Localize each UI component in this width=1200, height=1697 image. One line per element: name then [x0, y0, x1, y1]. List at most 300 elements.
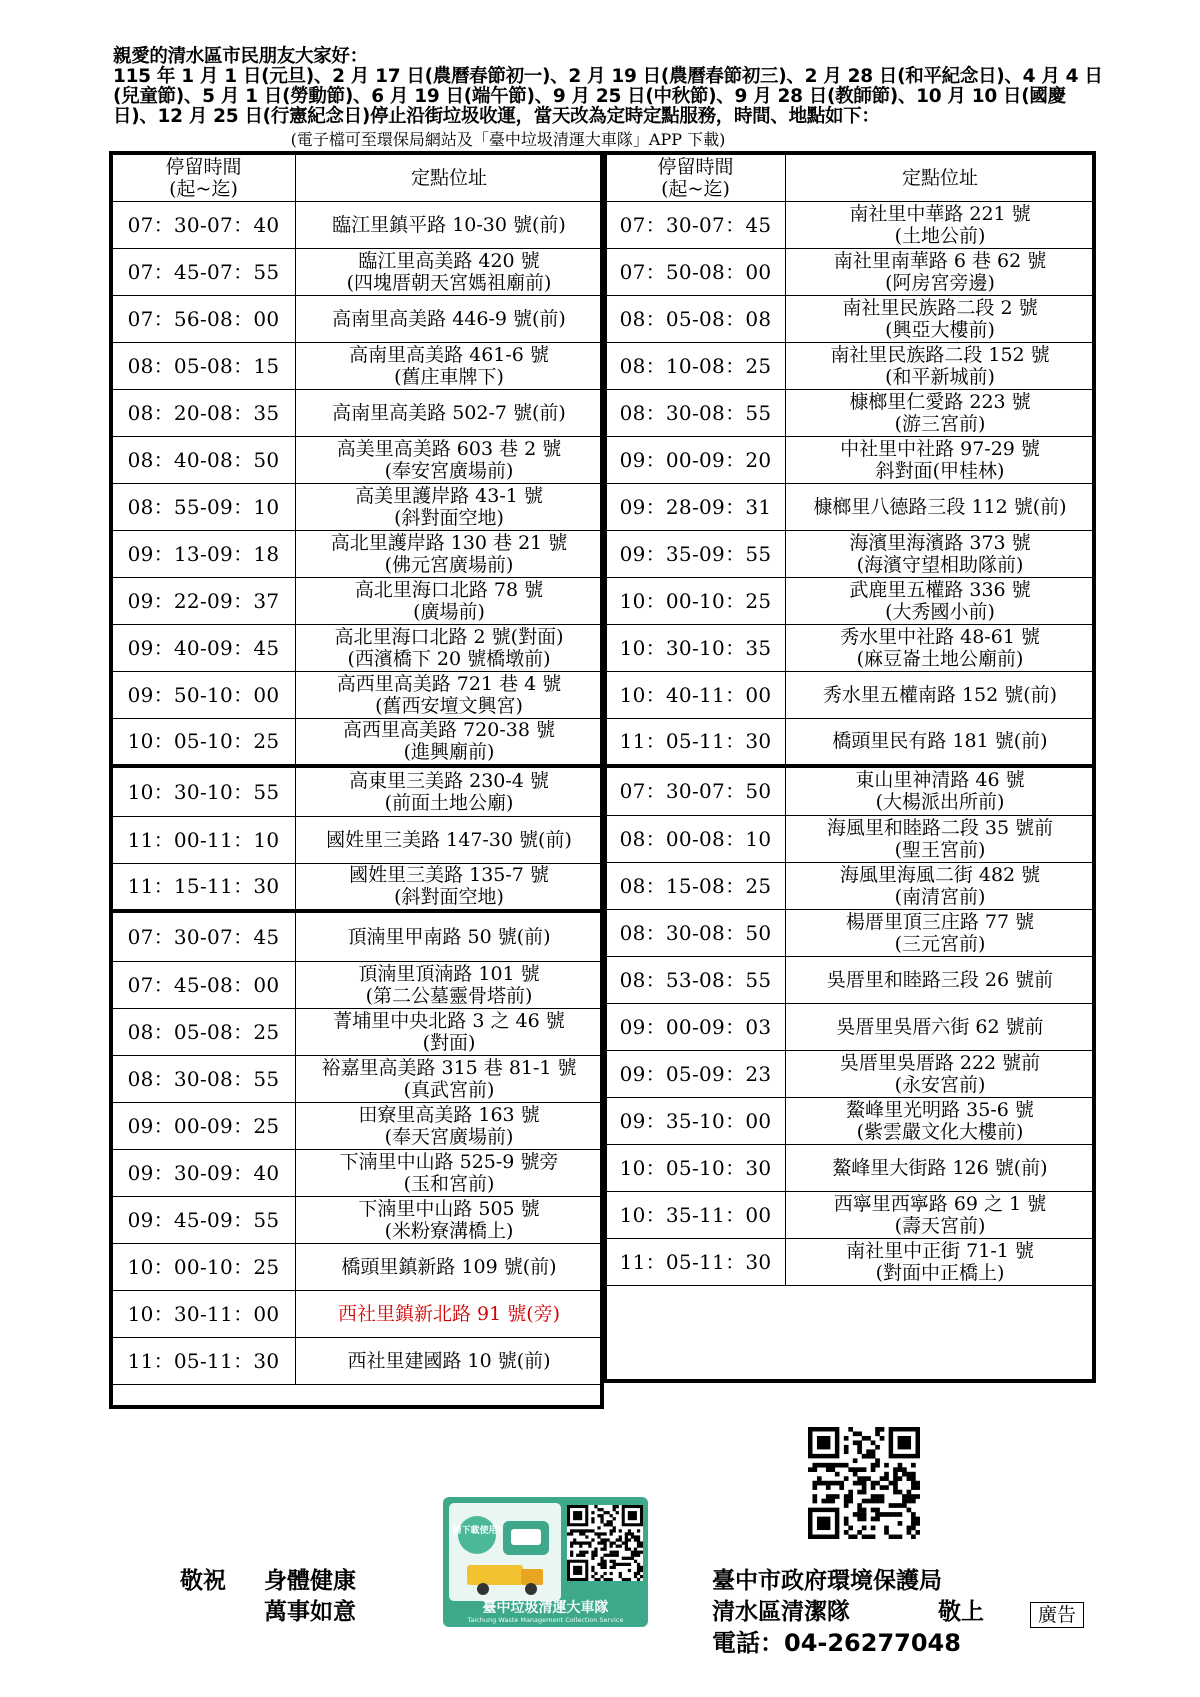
qr-module [637, 1545, 640, 1548]
qr-module [884, 1530, 889, 1535]
stop-location [786, 1098, 1095, 1145]
stop-location [786, 910, 1095, 957]
qr-module [826, 1494, 831, 1499]
qr-module [862, 1476, 867, 1481]
stop-location [786, 249, 1095, 296]
table-row [112, 766, 603, 817]
location-line: 秀水里五權南路 152 號(前) [822, 684, 1058, 706]
qr-module [603, 1548, 606, 1551]
qr-module [579, 1554, 582, 1557]
qr-module [594, 1554, 597, 1557]
location-line: 南社里民族路二段 2 號 [842, 297, 1038, 319]
location-line: (廣場前) [413, 601, 485, 623]
qr-module [875, 1427, 880, 1432]
location-line: (對面) [422, 1032, 476, 1054]
qr-module [911, 1517, 916, 1522]
qr-module [610, 1545, 613, 1548]
qr-module [570, 1545, 573, 1548]
stop-location [786, 1192, 1095, 1239]
qr-module [853, 1481, 858, 1486]
qr-module [835, 1481, 840, 1486]
qr-module [619, 1563, 622, 1566]
qr-module [628, 1532, 631, 1535]
table-row [112, 1244, 603, 1291]
qr-module [826, 1481, 831, 1486]
stop-location [296, 1103, 603, 1150]
qr-module [857, 1508, 862, 1513]
qr-module [594, 1572, 597, 1575]
qr-module [875, 1508, 880, 1513]
qr-module [839, 1463, 844, 1468]
table-row [606, 863, 1095, 910]
stop-location [786, 1004, 1095, 1051]
location-line: 南社里南華路 6 巷 62 號 [833, 250, 1047, 272]
stop-location [786, 1239, 1095, 1286]
qr-module [875, 1431, 880, 1436]
location-line: 國姓里三美路 135-7 號 [349, 864, 549, 887]
stop-time: 10：00-10：25 [606, 578, 786, 625]
table-row [606, 390, 1095, 437]
qr-module [916, 1494, 920, 1499]
qr-module [585, 1551, 588, 1554]
qr-module [628, 1578, 631, 1581]
qr-module [613, 1505, 616, 1508]
stop-location [786, 816, 1095, 863]
qr-module [862, 1467, 867, 1472]
location-line: 槺榔里八德路三段 112 號(前) [813, 496, 1067, 518]
location-line: 鰲峰里光明路 35-6 號 [846, 1099, 1034, 1121]
stop-time: 11：05-11：30 [606, 1239, 786, 1286]
location-line: 斜對面(甲桂林) [875, 460, 1005, 482]
qr-module [622, 1578, 625, 1581]
stop-location [786, 484, 1095, 531]
stop-time: 09：35-09：55 [606, 531, 786, 578]
qr-module [898, 1490, 903, 1495]
location-line: 田寮里高美路 163 號 [358, 1104, 540, 1126]
time-header-line-2: (起~迄) [169, 177, 238, 200]
qr-module [848, 1494, 853, 1499]
time-column-header [112, 154, 296, 202]
qr-module [889, 1503, 894, 1508]
stop-time: 10：30-10：35 [606, 625, 786, 672]
qr-module [634, 1560, 637, 1563]
qr-module [902, 1499, 907, 1504]
qr-module [844, 1521, 849, 1526]
stop-time: 11：00-11：10 [112, 817, 296, 864]
qr-module [898, 1463, 903, 1468]
location-line: 高美里高美路 603 巷 2 號 [336, 438, 562, 460]
qr-module [600, 1520, 603, 1523]
qr-module [812, 1499, 817, 1504]
location-line: 高西里高美路 721 巷 4 號 [336, 673, 562, 695]
location-line: (阿房宮旁邊) [885, 272, 995, 294]
qr-module [640, 1541, 643, 1544]
location-line: (三元宮前) [894, 933, 986, 955]
qr-module [830, 1481, 835, 1486]
stop-time: 08：30-08：55 [606, 390, 786, 437]
table-row [112, 578, 603, 625]
table-row [606, 719, 1095, 766]
stop-location [296, 437, 603, 484]
qr-module [631, 1554, 634, 1557]
qr-module [893, 1512, 898, 1517]
qr-module [866, 1476, 871, 1481]
qr-module [613, 1566, 616, 1569]
left-schedule-table [111, 153, 603, 1385]
qr-module [591, 1575, 594, 1578]
qr-module [830, 1494, 835, 1499]
qr-module [826, 1463, 831, 1468]
stop-location [296, 864, 603, 911]
table-row [112, 672, 603, 719]
location-line: (舊庄車牌下) [394, 366, 504, 388]
qr-finder-core [817, 1436, 830, 1449]
qr-module [902, 1467, 907, 1472]
qr-module [830, 1467, 835, 1472]
location-line: 裕嘉里高美路 315 巷 81-1 號 [321, 1057, 577, 1079]
table-row [112, 1103, 603, 1150]
qr-module [637, 1541, 640, 1544]
stop-time: 08：05-08：25 [112, 1009, 296, 1056]
stop-location [296, 817, 603, 864]
qr-module [871, 1494, 876, 1499]
qr-module [607, 1511, 610, 1514]
qr-finder-core [573, 1566, 582, 1575]
stop-location [786, 1145, 1095, 1192]
location-line: 南社里中華路 221 號 [849, 203, 1031, 225]
qr-module [610, 1551, 613, 1554]
stop-time: 11：05-11：30 [606, 719, 786, 766]
qr-module [631, 1532, 634, 1535]
location-line: (西濱橋下 20 號橋墩前) [347, 648, 551, 670]
table-row [606, 296, 1095, 343]
qr-module [880, 1485, 885, 1490]
location-line: (聖王宮前) [894, 839, 986, 861]
qr-module [826, 1467, 831, 1472]
qr-module [875, 1463, 880, 1468]
qr-finder-core [628, 1511, 637, 1520]
qr-module [875, 1458, 880, 1463]
stop-location [296, 1009, 603, 1056]
wish-label: 敬祝 [180, 1568, 226, 1594]
qr-module [603, 1532, 606, 1535]
qr-module [889, 1535, 894, 1539]
qr-module [893, 1485, 898, 1490]
qr-module [610, 1566, 613, 1569]
qr-module [628, 1569, 631, 1572]
location-line: 高東里三美路 230-4 號 [349, 769, 549, 792]
location-line: 西社里建國路 10 號(前) [347, 1350, 551, 1372]
qr-module [591, 1538, 594, 1541]
app-promo-badge [443, 1497, 648, 1627]
qr-module [622, 1563, 625, 1566]
qr-module [570, 1554, 573, 1557]
qr-module [844, 1445, 849, 1450]
table-row [606, 625, 1095, 672]
qr-module [570, 1529, 573, 1532]
qr-module [871, 1499, 876, 1504]
qr-module [607, 1520, 610, 1523]
location-line: 中社里中社路 97-29 號 [840, 438, 1040, 460]
qr-module [625, 1532, 628, 1535]
qr-module [862, 1485, 867, 1490]
qr-module [603, 1560, 606, 1563]
location-line: 槺榔里仁愛路 223 號 [849, 391, 1031, 413]
qr-module [591, 1557, 594, 1560]
stop-time: 09：22-09：37 [112, 578, 296, 625]
qr-module [619, 1535, 622, 1538]
qr-module [573, 1541, 576, 1544]
qr-module [844, 1499, 849, 1504]
qr-module [613, 1541, 616, 1544]
location-line: (真武宮前) [403, 1079, 495, 1101]
greeting: 親愛的清水區市民朋友大家好： [113, 46, 368, 67]
qr-module [857, 1503, 862, 1508]
qr-module [625, 1538, 628, 1541]
qr-module [607, 1538, 610, 1541]
qr-module [591, 1529, 594, 1532]
qr-module [902, 1472, 907, 1477]
stop-location [296, 962, 603, 1009]
location-line: 菁埔里中央北路 3 之 46 號 [333, 1010, 565, 1032]
stop-time: 08：10-08：25 [606, 343, 786, 390]
qr-module [848, 1490, 853, 1495]
app-caption: 臺中垃圾清運大車隊 [482, 1600, 609, 1616]
stop-time: 08：55-09：10 [112, 484, 296, 531]
stop-location [296, 531, 603, 578]
stop-location [786, 531, 1095, 578]
qr-module [880, 1476, 885, 1481]
qr-module [634, 1554, 637, 1557]
stop-time: 09：00-09：03 [606, 1004, 786, 1051]
table-row [112, 1150, 603, 1197]
app-bubble-text: 請下載使用! [452, 1526, 502, 1536]
qr-module [600, 1563, 603, 1566]
qr-module [862, 1436, 867, 1441]
qr-module [871, 1517, 876, 1522]
qr-module [911, 1499, 916, 1504]
stop-time: 09：45-09：55 [112, 1197, 296, 1244]
qr-module [607, 1523, 610, 1526]
qr-module [634, 1575, 637, 1578]
qr-module [862, 1499, 867, 1504]
location-line: 楊厝里頂三庄路 77 號 [845, 911, 1035, 933]
qr-module [582, 1532, 585, 1535]
location-line: 西社里鎮新北路 91 號(旁) [337, 1303, 561, 1325]
qr-module [866, 1454, 871, 1459]
location-line: 頂湳里頂湳路 101 號 [358, 963, 540, 985]
table-row [112, 911, 603, 962]
table-row [606, 1145, 1095, 1192]
location-line: 海濱里海濱路 373 號 [849, 532, 1031, 554]
stop-time: 10：00-10：25 [112, 1244, 296, 1291]
stop-time: 09：40-09：45 [112, 625, 296, 672]
location-line: (進興廟前) [403, 741, 495, 764]
qr-module [898, 1535, 903, 1539]
qr-module [911, 1512, 916, 1517]
stop-location [296, 1244, 603, 1291]
app-qr-code [567, 1505, 643, 1581]
stop-time: 08：53-08：55 [606, 957, 786, 1004]
qr-module [616, 1538, 619, 1541]
qr-module [619, 1538, 622, 1541]
qr-module [916, 1530, 920, 1535]
table-row [112, 1197, 603, 1244]
qr-module [853, 1467, 858, 1472]
location-line: (奉安宮廣場前) [384, 460, 514, 482]
qr-module [591, 1554, 594, 1557]
location-line: (佛元宮廣場前) [384, 554, 514, 576]
qr-module [591, 1569, 594, 1572]
time-header-line-2: (起~迄) [661, 177, 730, 200]
qr-module [631, 1551, 634, 1554]
qr-module [862, 1454, 867, 1459]
qr-module [594, 1505, 597, 1508]
qr-module [862, 1512, 867, 1517]
qr-module [637, 1535, 640, 1538]
table-row [606, 202, 1095, 249]
stop-time: 07：50-08：00 [606, 249, 786, 296]
stop-location [786, 672, 1095, 719]
qr-finder-core [573, 1511, 582, 1520]
qr-module [640, 1551, 643, 1554]
qr-module [857, 1490, 862, 1495]
location-line: 秀水里中社路 48-61 號 [840, 626, 1040, 648]
qr-module [871, 1481, 876, 1486]
stop-time: 09：35-10：00 [606, 1098, 786, 1145]
qr-module [619, 1572, 622, 1575]
phone-number: 電話：04-26277048 [712, 1629, 961, 1657]
qr-module [898, 1467, 903, 1472]
qr-module [588, 1545, 591, 1548]
qr-module [916, 1521, 920, 1526]
qr-module [839, 1485, 844, 1490]
table-row [606, 249, 1095, 296]
stop-location [296, 719, 603, 766]
qr-module [597, 1526, 600, 1529]
qr-module [582, 1541, 585, 1544]
qr-module [610, 1529, 613, 1532]
qr-module [844, 1503, 849, 1508]
table-row [606, 1051, 1095, 1098]
qr-module [625, 1563, 628, 1566]
qr-module [848, 1535, 853, 1539]
location-line: 吳厝里和睦路三段 26 號前 [826, 969, 1054, 991]
location-line: (舊西安壇文興宮) [375, 695, 523, 717]
qr-module [844, 1517, 849, 1522]
stop-location [786, 719, 1095, 766]
stop-location [786, 1051, 1095, 1098]
qr-module [610, 1520, 613, 1523]
stop-location [786, 766, 1095, 816]
organization-name: 臺中市政府環境保護局 [712, 1568, 942, 1594]
qr-module [600, 1508, 603, 1511]
qr-module [871, 1463, 876, 1468]
qr-module [830, 1499, 835, 1504]
table-row [112, 437, 603, 484]
location-line: (和平新城前) [885, 366, 995, 388]
stop-time: 07：30-07：50 [606, 766, 786, 816]
qr-module [616, 1505, 619, 1508]
location-line: 高北里海口北路 2 號(對面) [334, 626, 564, 648]
location-line: (土地公前) [894, 225, 986, 247]
qr-module [579, 1551, 582, 1554]
stop-time: 09：30-09：40 [112, 1150, 296, 1197]
location-line: (斜對面空地) [394, 507, 504, 529]
qr-module [600, 1538, 603, 1541]
qr-module [871, 1454, 876, 1459]
qr-module [579, 1545, 582, 1548]
wish-line-2: 萬事如意 [264, 1599, 356, 1625]
stop-time: 09：05-09：23 [606, 1051, 786, 1098]
qr-module [857, 1445, 862, 1450]
qr-module [597, 1508, 600, 1511]
qr-module [907, 1490, 912, 1495]
qr-module [603, 1563, 606, 1566]
qr-module [616, 1554, 619, 1557]
qr-module [835, 1472, 840, 1477]
table-row [112, 531, 603, 578]
qr-module [600, 1560, 603, 1563]
table-row [606, 957, 1095, 1004]
qr-module [597, 1541, 600, 1544]
location-line: 橋頭里民有路 181 號(前) [832, 730, 1048, 753]
qr-module [866, 1449, 871, 1454]
qr-module [622, 1541, 625, 1544]
qr-code [808, 1427, 920, 1539]
qr-module [857, 1449, 862, 1454]
qr-module [862, 1517, 867, 1522]
location-line: 國姓里三美路 147-30 號(前) [326, 829, 572, 851]
location-line: 海風里海風二街 482 號 [839, 864, 1041, 886]
qr-module [619, 1545, 622, 1548]
qr-module [613, 1508, 616, 1511]
qr-module [911, 1476, 916, 1481]
qr-module [857, 1512, 862, 1517]
location-line: 下湳里中山路 505 號 [358, 1198, 540, 1220]
qr-module [853, 1458, 858, 1463]
qr-module [844, 1494, 849, 1499]
qr-module [640, 1575, 643, 1578]
stop-time: 11：15-11：30 [112, 864, 296, 911]
intro-text [113, 47, 1103, 127]
qr-module [884, 1463, 889, 1468]
qr-module [907, 1476, 912, 1481]
qr-module [871, 1467, 876, 1472]
stop-time: 07：56-08：00 [112, 296, 296, 343]
stop-location [296, 484, 603, 531]
qr-module [600, 1557, 603, 1560]
location-line: (前面土地公廟) [384, 791, 514, 814]
qr-module [911, 1521, 916, 1526]
qr-module [610, 1578, 613, 1581]
stop-location [786, 202, 1095, 249]
qr-module [603, 1578, 606, 1581]
team-name: 清水區清潔隊 [712, 1599, 850, 1625]
qr-module [871, 1449, 876, 1454]
qr-module [821, 1499, 826, 1504]
stop-location [296, 766, 603, 817]
qr-module [848, 1467, 853, 1472]
table-row [606, 1239, 1095, 1286]
qr-module [637, 1551, 640, 1554]
stop-location [296, 1150, 603, 1197]
location-line: 橋頭里鎮新路 109 號(前) [341, 1256, 557, 1278]
qr-module [591, 1517, 594, 1520]
qr-module [610, 1541, 613, 1544]
qr-module [821, 1463, 826, 1468]
qr-module [594, 1548, 597, 1551]
